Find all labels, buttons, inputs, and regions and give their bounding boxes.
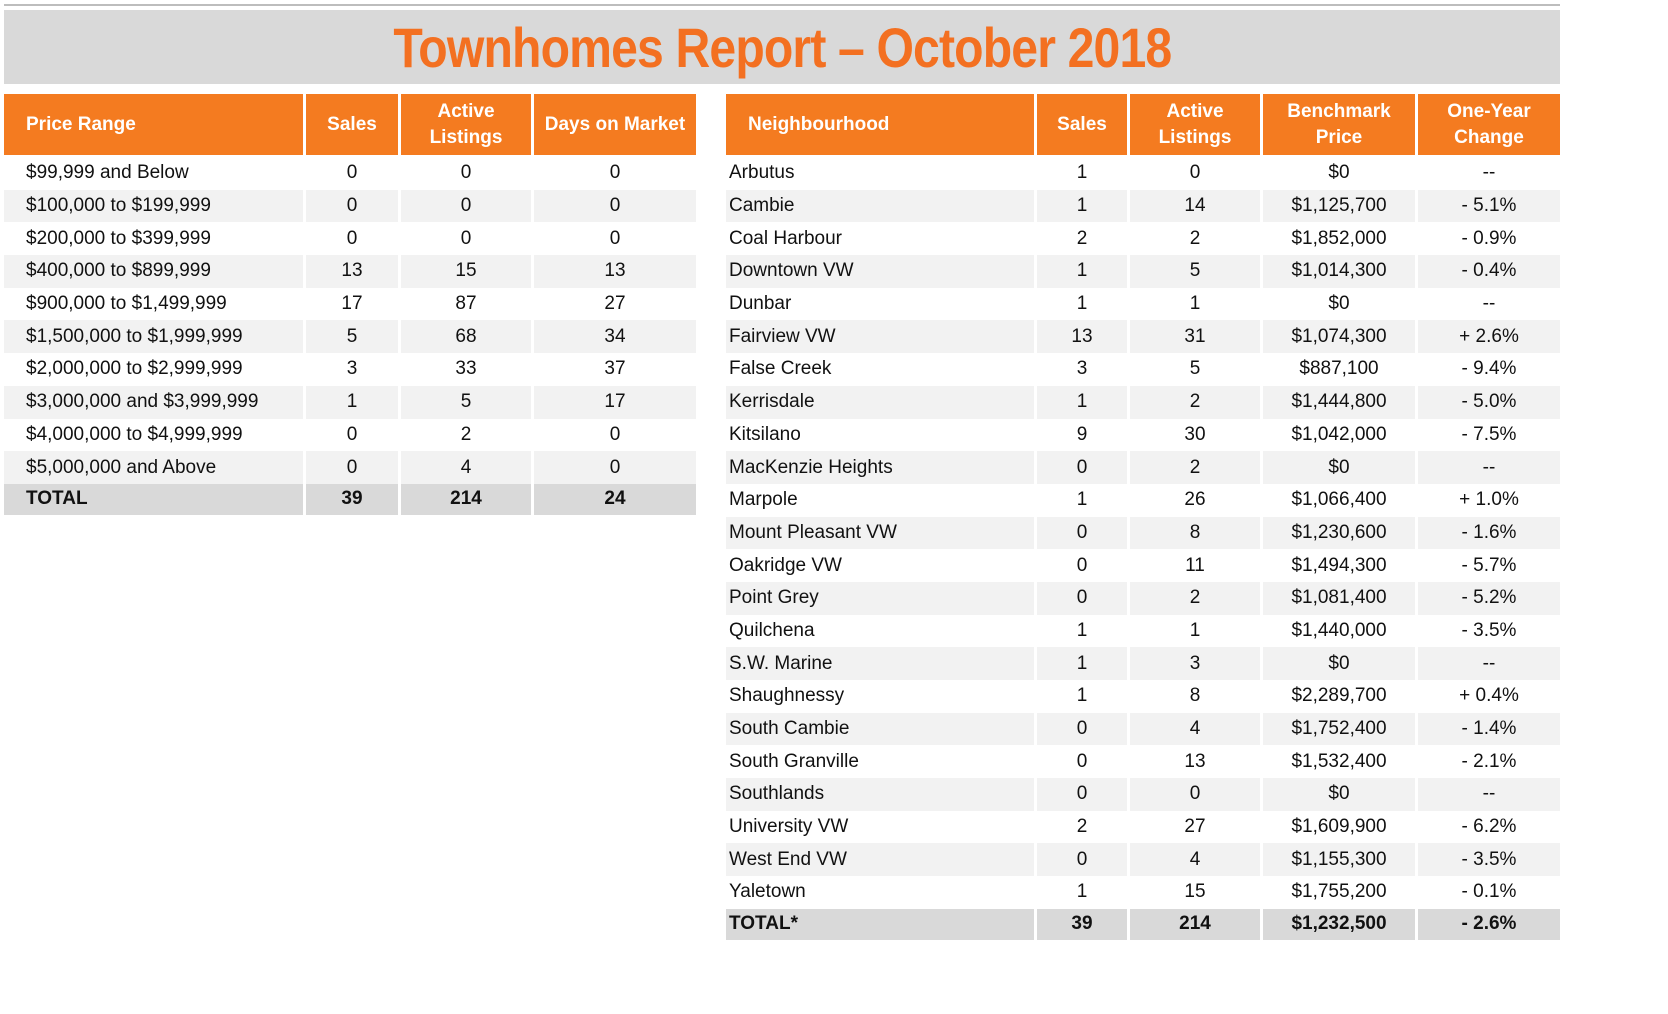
table-cell: $1,074,300 xyxy=(1263,320,1418,353)
table-cell: South Granville xyxy=(726,745,1037,778)
table-cell: - 5.0% xyxy=(1418,386,1560,419)
table-cell: $1,755,200 xyxy=(1263,876,1418,909)
table-row xyxy=(726,386,1560,419)
table-row xyxy=(726,484,1560,517)
table-cell: -- xyxy=(1418,157,1560,190)
table-cell: Yaletown xyxy=(726,876,1037,909)
table-cell: 68 xyxy=(401,320,534,353)
table-cell: $3,000,000 and $3,999,999 xyxy=(4,386,306,419)
table-cell: 0 xyxy=(1037,517,1130,550)
neighbourhood-table-body xyxy=(726,157,1560,940)
table-cell: - 1.4% xyxy=(1418,713,1560,746)
table-cell: Coal Harbour xyxy=(726,222,1037,255)
table-cell: 5 xyxy=(401,386,534,419)
table-cell: Dunbar xyxy=(726,288,1037,321)
table-row xyxy=(726,745,1560,778)
col-header-one-year-change: One-Year Change xyxy=(1418,94,1560,157)
col-header-sales: Sales xyxy=(306,94,401,157)
table-cell: Mount Pleasant VW xyxy=(726,517,1037,550)
table-cell: Oakridge VW xyxy=(726,549,1037,582)
table-cell: $0 xyxy=(1263,451,1418,484)
table-row xyxy=(726,320,1560,353)
total-cell: TOTAL xyxy=(4,484,306,515)
table-cell: 0 xyxy=(401,222,534,255)
table-cell: 2 xyxy=(1130,222,1263,255)
table-cell: 13 xyxy=(1130,745,1263,778)
table-cell: 1 xyxy=(1037,680,1130,713)
table-cell: 1 xyxy=(1037,157,1130,190)
table-cell: MacKenzie Heights xyxy=(726,451,1037,484)
total-cell: 24 xyxy=(534,484,696,515)
table-cell: 0 xyxy=(1130,778,1263,811)
table-cell: 1 xyxy=(1130,288,1263,321)
table-cell: Marpole xyxy=(726,484,1037,517)
table-row xyxy=(4,190,696,223)
table-cell: $4,000,000 to $4,999,999 xyxy=(4,419,306,452)
table-row xyxy=(726,680,1560,713)
col-header-price-range: Price Range xyxy=(4,94,306,157)
table-row xyxy=(4,353,696,386)
table-cell: 9 xyxy=(1037,419,1130,452)
price-range-table xyxy=(4,94,696,515)
top-rule xyxy=(4,4,1560,6)
neighbourhood-table-header-row xyxy=(726,94,1560,157)
table-cell: 2 xyxy=(401,419,534,452)
table-cell: $0 xyxy=(1263,157,1418,190)
table-cell: - 9.4% xyxy=(1418,353,1560,386)
table-cell: 13 xyxy=(534,255,696,288)
table-cell: 0 xyxy=(306,451,401,484)
price-table-body xyxy=(4,157,696,515)
table-cell: $400,000 to $899,999 xyxy=(4,255,306,288)
neighbourhood-table xyxy=(726,94,1560,940)
col-header-active-listings: Active Listings xyxy=(1130,94,1263,157)
table-cell: 17 xyxy=(306,288,401,321)
table-cell: 31 xyxy=(1130,320,1263,353)
total-cell: 39 xyxy=(1037,909,1130,940)
table-cell: Kitsilano xyxy=(726,419,1037,452)
table-cell: 0 xyxy=(306,190,401,223)
table-cell: 5 xyxy=(1130,353,1263,386)
table-cell: 1 xyxy=(1037,876,1130,909)
table-cell: 2 xyxy=(1130,386,1263,419)
table-cell: Cambie xyxy=(726,190,1037,223)
table-cell: - 0.4% xyxy=(1418,255,1560,288)
col-header-neighbourhood: Neighbourhood xyxy=(726,94,1037,157)
table-cell: 17 xyxy=(534,386,696,419)
table-cell: 26 xyxy=(1130,484,1263,517)
table-cell: 13 xyxy=(1037,320,1130,353)
table-cell: 1 xyxy=(1037,386,1130,419)
table-cell: 0 xyxy=(534,451,696,484)
table-row xyxy=(726,222,1560,255)
table-row xyxy=(726,288,1560,321)
table-cell: 0 xyxy=(1037,582,1130,615)
table-cell: -- xyxy=(1418,647,1560,680)
table-cell: $1,066,400 xyxy=(1263,484,1418,517)
total-cell: 39 xyxy=(306,484,401,515)
table-cell: 4 xyxy=(1130,713,1263,746)
table-cell: 1 xyxy=(1037,255,1130,288)
table-row xyxy=(726,582,1560,615)
table-cell: 0 xyxy=(534,190,696,223)
table-cell: 37 xyxy=(534,353,696,386)
table-cell: $1,155,300 xyxy=(1263,843,1418,876)
table-cell: 4 xyxy=(1130,843,1263,876)
table-cell: Downtown VW xyxy=(726,255,1037,288)
table-cell: 0 xyxy=(534,157,696,190)
price-table-header-row xyxy=(4,94,696,157)
table-cell: 27 xyxy=(534,288,696,321)
table-cell: University VW xyxy=(726,811,1037,844)
table-row xyxy=(726,778,1560,811)
table-row xyxy=(726,843,1560,876)
table-cell: 0 xyxy=(1037,843,1130,876)
table-cell: 2 xyxy=(1130,582,1263,615)
table-cell: Arbutus xyxy=(726,157,1037,190)
table-cell: 0 xyxy=(1130,157,1263,190)
table-cell: 0 xyxy=(401,190,534,223)
table-row xyxy=(4,157,696,190)
table-cell: $1,230,600 xyxy=(1263,517,1418,550)
total-row xyxy=(726,909,1560,940)
table-row xyxy=(726,157,1560,190)
table-cell: $100,000 to $199,999 xyxy=(4,190,306,223)
col-header-days-on-market: Days on Market xyxy=(534,94,696,157)
table-cell: Fairview VW xyxy=(726,320,1037,353)
table-row xyxy=(726,811,1560,844)
table-cell: $2,289,700 xyxy=(1263,680,1418,713)
table-cell: $1,494,300 xyxy=(1263,549,1418,582)
total-cell: - 2.6% xyxy=(1418,909,1560,940)
table-cell: 0 xyxy=(1037,451,1130,484)
table-cell: - 2.1% xyxy=(1418,745,1560,778)
table-row xyxy=(4,419,696,452)
table-row xyxy=(726,647,1560,680)
table-row xyxy=(4,288,696,321)
table-row xyxy=(726,615,1560,648)
table-row xyxy=(726,419,1560,452)
table-cell: 1 xyxy=(1037,647,1130,680)
table-cell: - 3.5% xyxy=(1418,843,1560,876)
table-row xyxy=(726,255,1560,288)
table-cell: 8 xyxy=(1130,517,1263,550)
table-cell: -- xyxy=(1418,778,1560,811)
table-cell: $1,532,400 xyxy=(1263,745,1418,778)
table-cell: 5 xyxy=(1130,255,1263,288)
table-cell: $900,000 to $1,499,999 xyxy=(4,288,306,321)
table-cell: $0 xyxy=(1263,288,1418,321)
table-cell: Kerrisdale xyxy=(726,386,1037,419)
table-cell: Shaughnessy xyxy=(726,680,1037,713)
table-row xyxy=(726,876,1560,909)
table-cell: $1,852,000 xyxy=(1263,222,1418,255)
total-row xyxy=(4,484,696,515)
table-cell: South Cambie xyxy=(726,713,1037,746)
table-cell: 0 xyxy=(306,419,401,452)
table-cell: 1 xyxy=(1130,615,1263,648)
table-cell: 0 xyxy=(306,222,401,255)
table-cell: 2 xyxy=(1037,811,1130,844)
table-cell: 27 xyxy=(1130,811,1263,844)
table-cell: $887,100 xyxy=(1263,353,1418,386)
table-row xyxy=(726,713,1560,746)
table-cell: 3 xyxy=(1037,353,1130,386)
table-cell: 0 xyxy=(306,157,401,190)
table-cell: 0 xyxy=(1037,778,1130,811)
table-cell: + 2.6% xyxy=(1418,320,1560,353)
table-cell: Southlands xyxy=(726,778,1037,811)
table-cell: $1,440,000 xyxy=(1263,615,1418,648)
table-cell: 33 xyxy=(401,353,534,386)
table-cell: S.W. Marine xyxy=(726,647,1037,680)
table-cell: $1,752,400 xyxy=(1263,713,1418,746)
table-cell: 3 xyxy=(306,353,401,386)
table-cell: $1,125,700 xyxy=(1263,190,1418,223)
table-row xyxy=(726,517,1560,550)
table-cell: 11 xyxy=(1130,549,1263,582)
table-row xyxy=(4,255,696,288)
table-cell: $99,999 and Below xyxy=(4,157,306,190)
col-header-sales: Sales xyxy=(1037,94,1130,157)
title-bar xyxy=(4,10,1560,84)
table-cell: 4 xyxy=(401,451,534,484)
table-cell: - 5.7% xyxy=(1418,549,1560,582)
table-cell: - 7.5% xyxy=(1418,419,1560,452)
total-cell: $1,232,500 xyxy=(1263,909,1418,940)
table-cell: $0 xyxy=(1263,647,1418,680)
table-cell: 5 xyxy=(306,320,401,353)
table-cell: - 5.2% xyxy=(1418,582,1560,615)
table-cell: 1 xyxy=(1037,484,1130,517)
table-cell: $1,081,400 xyxy=(1263,582,1418,615)
table-row xyxy=(4,386,696,419)
table-cell: False Creek xyxy=(726,353,1037,386)
table-row xyxy=(726,451,1560,484)
table-cell: $200,000 to $399,999 xyxy=(4,222,306,255)
table-cell: - 0.1% xyxy=(1418,876,1560,909)
table-row xyxy=(4,451,696,484)
table-cell: 0 xyxy=(1037,549,1130,582)
table-cell: 15 xyxy=(1130,876,1263,909)
table-cell: $2,000,000 to $2,999,999 xyxy=(4,353,306,386)
table-cell: 0 xyxy=(1037,713,1130,746)
table-cell: + 1.0% xyxy=(1418,484,1560,517)
table-cell: - 6.2% xyxy=(1418,811,1560,844)
table-row xyxy=(726,353,1560,386)
table-cell: 0 xyxy=(534,222,696,255)
table-cell: 15 xyxy=(401,255,534,288)
table-cell: 30 xyxy=(1130,419,1263,452)
table-row xyxy=(726,549,1560,582)
table-cell: 2 xyxy=(1130,451,1263,484)
table-cell: $5,000,000 and Above xyxy=(4,451,306,484)
table-cell: - 3.5% xyxy=(1418,615,1560,648)
table-cell: - 0.9% xyxy=(1418,222,1560,255)
total-cell: 214 xyxy=(1130,909,1263,940)
table-cell: - 5.1% xyxy=(1418,190,1560,223)
table-cell: $1,042,000 xyxy=(1263,419,1418,452)
table-cell: 1 xyxy=(306,386,401,419)
table-cell: 87 xyxy=(401,288,534,321)
table-cell: 1 xyxy=(1037,615,1130,648)
table-cell: Point Grey xyxy=(726,582,1037,615)
col-header-active-listings: Active Listings xyxy=(401,94,534,157)
table-cell: $1,014,300 xyxy=(1263,255,1418,288)
table-cell: 14 xyxy=(1130,190,1263,223)
table-cell: 13 xyxy=(306,255,401,288)
table-cell: 1 xyxy=(1037,288,1130,321)
table-cell: West End VW xyxy=(726,843,1037,876)
table-cell: -- xyxy=(1418,451,1560,484)
table-cell: 34 xyxy=(534,320,696,353)
table-cell: 0 xyxy=(534,419,696,452)
table-cell: Quilchena xyxy=(726,615,1037,648)
table-cell: 3 xyxy=(1130,647,1263,680)
table-row xyxy=(4,222,696,255)
total-cell: TOTAL* xyxy=(726,909,1037,940)
table-cell: 8 xyxy=(1130,680,1263,713)
table-cell: 2 xyxy=(1037,222,1130,255)
table-cell: + 0.4% xyxy=(1418,680,1560,713)
table-cell: $1,500,000 to $1,999,999 xyxy=(4,320,306,353)
table-cell: $1,609,900 xyxy=(1263,811,1418,844)
table-cell: $0 xyxy=(1263,778,1418,811)
table-cell: -- xyxy=(1418,288,1560,321)
table-cell: 0 xyxy=(1037,745,1130,778)
table-cell: 0 xyxy=(401,157,534,190)
table-row xyxy=(726,190,1560,223)
table-cell: $1,444,800 xyxy=(1263,386,1418,419)
table-cell: 1 xyxy=(1037,190,1130,223)
col-header-benchmark-price: Benchmark Price xyxy=(1263,94,1418,157)
table-cell: - 1.6% xyxy=(1418,517,1560,550)
table-row xyxy=(4,320,696,353)
report-title: Townhomes Report – October 2018 xyxy=(393,15,1171,79)
total-cell: 214 xyxy=(401,484,534,515)
